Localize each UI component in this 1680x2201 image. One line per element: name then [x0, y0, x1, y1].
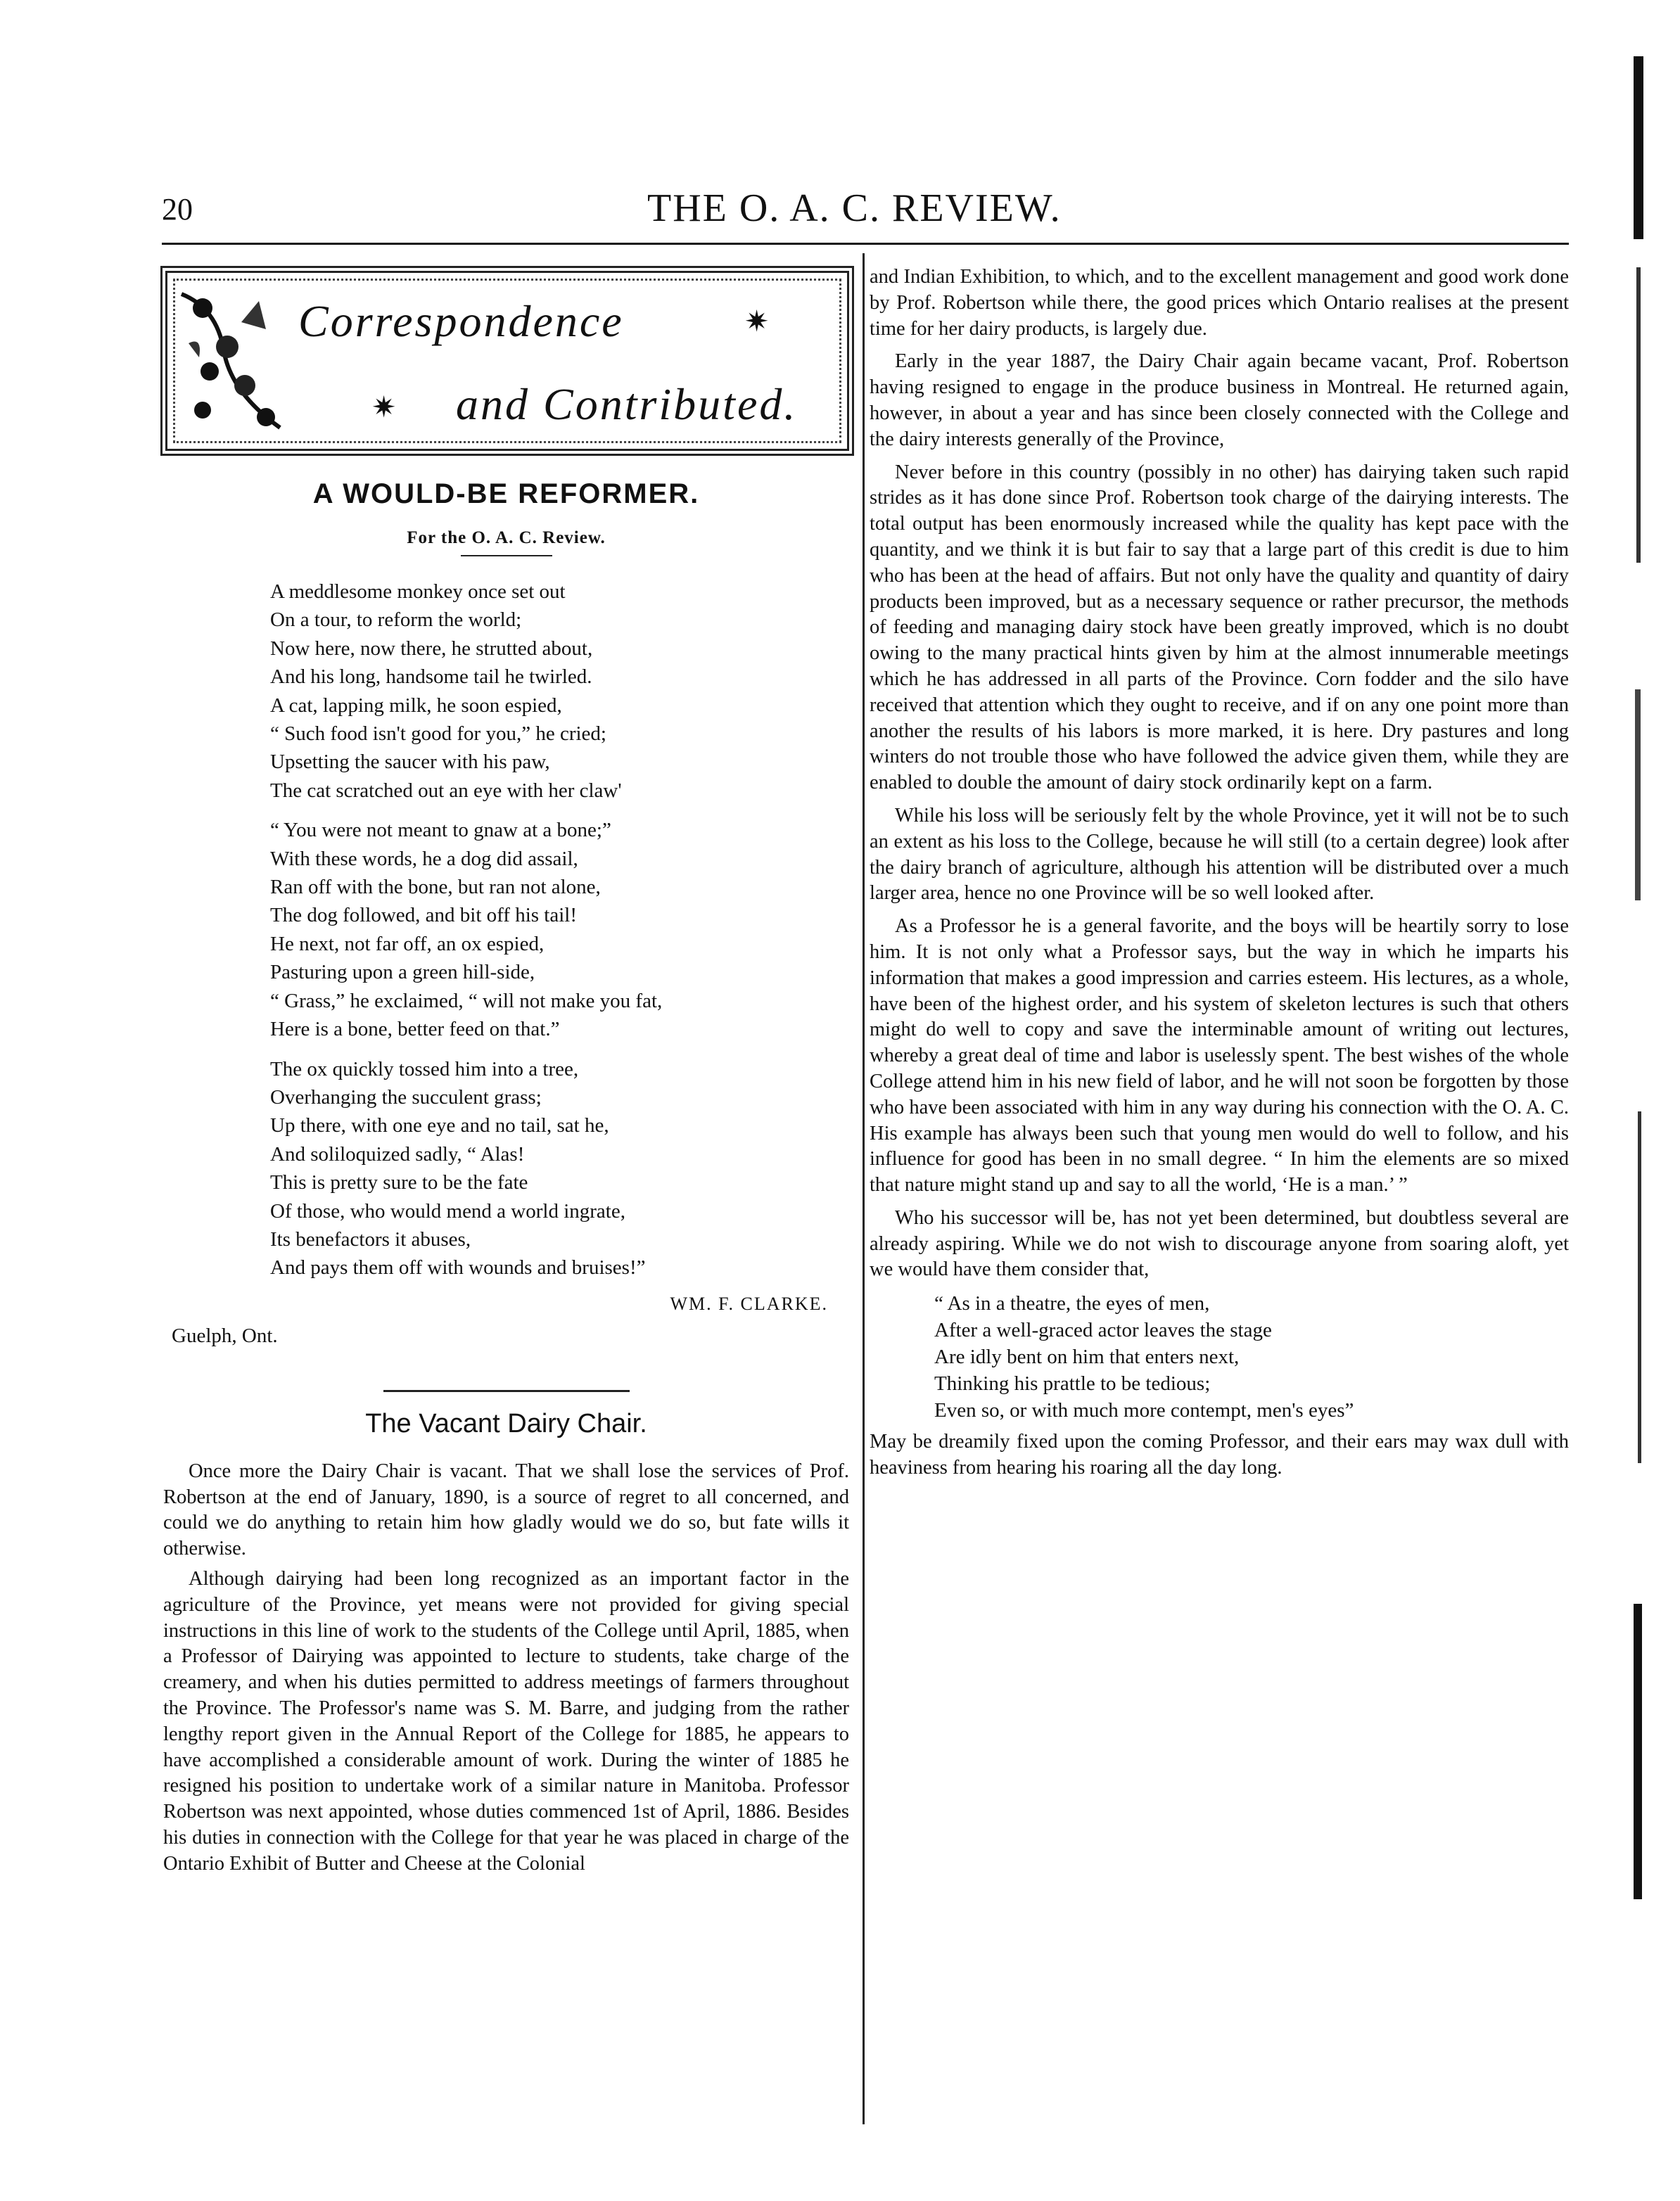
poem-line: Upsetting the saucer with his paw, [270, 751, 550, 774]
poem-line: On a tour, to reform the world; [270, 608, 522, 632]
running-head [162, 186, 1569, 241]
paragraph: Early in the year 1887, the Dairy Chair again became vacant, Prof. Robertson having resigned to engage in the produce business in Montreal. He returned again, however, in about a year and has since been closely connected with the College and the dairy interests generally of the Province, [870, 350, 1569, 450]
poem-line: This is pretty sure to be the fate [270, 1171, 528, 1194]
paragraph: Although dairying had been long recognized as an important factor in the agriculture of the Province, yet means were not provided for giving special instructions in this line of work to the students of the College until April, 1885, when a Professor of Dairying was appointed to lecture to students, take charge of the creamery, and when his duties permitted to address meetings of farmers throughout the Province. The Professor's name was S. M. Barre, and judging from the rather lengthy report given in the Annual Report of the College for 1885, he appears to have accomplished a considerable amount of work. During the winter of 1885 he resigned his position to undertake work of a similar nature in Manitoba. Professor Robertson was next appointed, whose duties commenced 1st of April, 1886. Besides his duties in connection with the College for that year he was placed in charge of the Ontario Exhibit of Butter and Cheese at the Colonial [163, 1567, 849, 1875]
poem-line: A meddlesome monkey once set out [270, 580, 566, 603]
right-column [870, 264, 1569, 1488]
article-body-left [163, 1459, 849, 1877]
floral-ornament-icon [174, 280, 294, 442]
scan-edge-marks [1631, 56, 1649, 1927]
paragraph: and Indian Exhibition, to which, and to the excellent management and good work done by Prof. Robertson while there, the good prices which Ontario realises at the present time for her dairy products, is largely due. [870, 266, 1569, 340]
poem-body [270, 578, 849, 1282]
paragraph: Never before in this country (possibly in no other) has dairying taken such rapid strides as it has done since Prof. Robertson took charge of the dairying interests. The total output has been enormously increased while the quality has kept pace with the quantity, and we think it is but fair to say that a large part of this credit is due to him who has been at the head of affairs. But not only have the quality and quantity of dairy products been improved, but as a necessary sequence or rather precursor, the methods of feeding and managing dairy stock have been greatly improved, which is no doubt owing to the many practical hints given by him at the almost innumerable meetings which he has addressed in all parts of the Province. Corn fodder and the silo have received that attention which they ought to receive, and if on any one point more than another the results of his labors is more marked, it is here. Dry pastures and long winters do not trouble those who have followed the advice given them, while they are enabled to double the amount of dairy stock ordinarily kept on a farm. [870, 461, 1569, 794]
poem-line: Now here, now there, he strutted about, [270, 637, 593, 660]
poem-line: “ Such food isn't good for you,” he cried; [270, 722, 606, 746]
article-body-right [870, 264, 1569, 1481]
poem-line: “ Grass,” he exclaimed, “ will not make you fat, [270, 989, 663, 1012]
poem-line: Its benefactors it abuses, [270, 1227, 471, 1251]
verse-line: “ As in a theatre, the eyes of men, [934, 1292, 1210, 1315]
poem-line: Pasturing upon a green hill-side, [270, 961, 535, 984]
poem-stanza [270, 1055, 849, 1282]
poem-line: And his long, handsome tail he twirled. [270, 665, 592, 689]
article-title: The Vacant Dairy Chair. [365, 1408, 647, 1438]
journal-title: THE O. A. C. REVIEW. [647, 186, 1062, 230]
paragraph-group [870, 349, 1569, 1283]
poem-line: A cat, lapping milk, he soon espied, [270, 694, 562, 717]
verse-line: Are idly bent on him that enters next, [934, 1346, 1240, 1369]
header-rule [162, 243, 1569, 245]
quoted-verse [934, 1290, 1569, 1424]
paragraph: While his loss will be seriously felt by the whole Province, yet it will not be to such an extent as his loss to the College, because he will still (to a certain degree) look after the dairy branch of agriculture, although his attention will be distributed over a much larger area, hence no one Province will be so well looked after. [870, 804, 1569, 905]
poem-line: And soliloquized sadly, “ Alas! [270, 1142, 525, 1166]
verse-line: Even so, or with much more contempt, men's eyes” [934, 1399, 1354, 1422]
paragraph: Who his successor will be, has not yet been determined, but doubtless several are already aspiring. While we do not wish to discourage anyone from soaring aloft, yet we would have them consider that, [870, 1206, 1569, 1281]
poem-title: A WOULD-BE REFORMER. [312, 478, 700, 509]
divider [383, 1390, 630, 1392]
poem-line: With these words, he a dog did assail, [270, 847, 578, 870]
divider [461, 555, 552, 556]
page-number: 20 [162, 192, 193, 227]
poem-attribution: For the O. A. C. Review. [407, 528, 606, 547]
poem-place: Guelph, Ont. [172, 1324, 278, 1347]
banner-title-contributed: and Contributed. [456, 379, 798, 429]
banner-title-correspondence: Correspondence [298, 296, 624, 346]
poem-line: “ You were not meant to gnaw at a bone;” [270, 819, 611, 842]
poem-stanza [270, 578, 849, 805]
poem-line: Ran off with the bone, but ran not alone, [270, 876, 601, 899]
verse-line: Thinking his prattle to be tedious; [934, 1372, 1211, 1396]
poem-line: The dog followed, and bit off his tail! [270, 904, 577, 927]
poem-line: Here is a bone, better feed on that.” [270, 1018, 560, 1041]
section-banner [160, 266, 854, 456]
poem-stanza [270, 816, 849, 1043]
star-ornament-icon: ✷ [371, 392, 397, 424]
star-ornament-icon: ✷ [744, 306, 770, 338]
paragraph: As a Professor he is a general favorite, and the boys will be heartily sorry to lose him. It is not only what a Professor says, but the way in which he imparts his information that makes a good impression and carries esteem. His lectures, as a whole, have been of the highest order, and his system of skeleton lectures is such that others might do well to copy and save the interminable amount of writing out lectures, whereby a great deal of time and labor is uselessly spent. The best wishes of the whole College attend him in his new field of labor, and he will not soon be forgotten by those who have been associated with him in any way during his connection with the O. A. C. His example has always been such that young men would do well to follow, and his influence for good has been in no small degree. “ In him the elements are so mixed that nature might stand up and say to all the world, ‘He is a man.’ ” [870, 915, 1569, 1197]
poem-line: He next, not far off, an ox espied, [270, 932, 545, 955]
poem-signature: WM. F. CLARKE. [670, 1293, 828, 1314]
paragraph: Once more the Dairy Chair is vacant. That we shall lose the services of Prof. Robertson at the end of January, 1890, is a source of regret to all concerned, and could we do anything to retain him how gladly would we do so, but fate wills it otherwise. [163, 1460, 849, 1560]
poem-line: Of those, who would mend a world ingrate, [270, 1199, 625, 1223]
poem-line: The cat scratched out an eye with her claw' [270, 779, 622, 802]
column-rule [863, 253, 865, 2124]
closing-paragraph: May be dreamily fixed upon the coming Professor, and their ears may wax dull with heaviness from hearing his roaring all the day long. [870, 1431, 1569, 1479]
poem-line: Overhanging the succulent grass; [270, 1085, 542, 1109]
poem-line: And pays them off with wounds and bruises!” [270, 1256, 646, 1280]
left-column [163, 471, 849, 1882]
poem-line: The ox quickly tossed him into a tree, [270, 1057, 579, 1080]
poem-line: Up there, with one eye and no tail, sat he, [270, 1114, 609, 1137]
verse-line: After a well-graced actor leaves the stage [934, 1319, 1272, 1342]
